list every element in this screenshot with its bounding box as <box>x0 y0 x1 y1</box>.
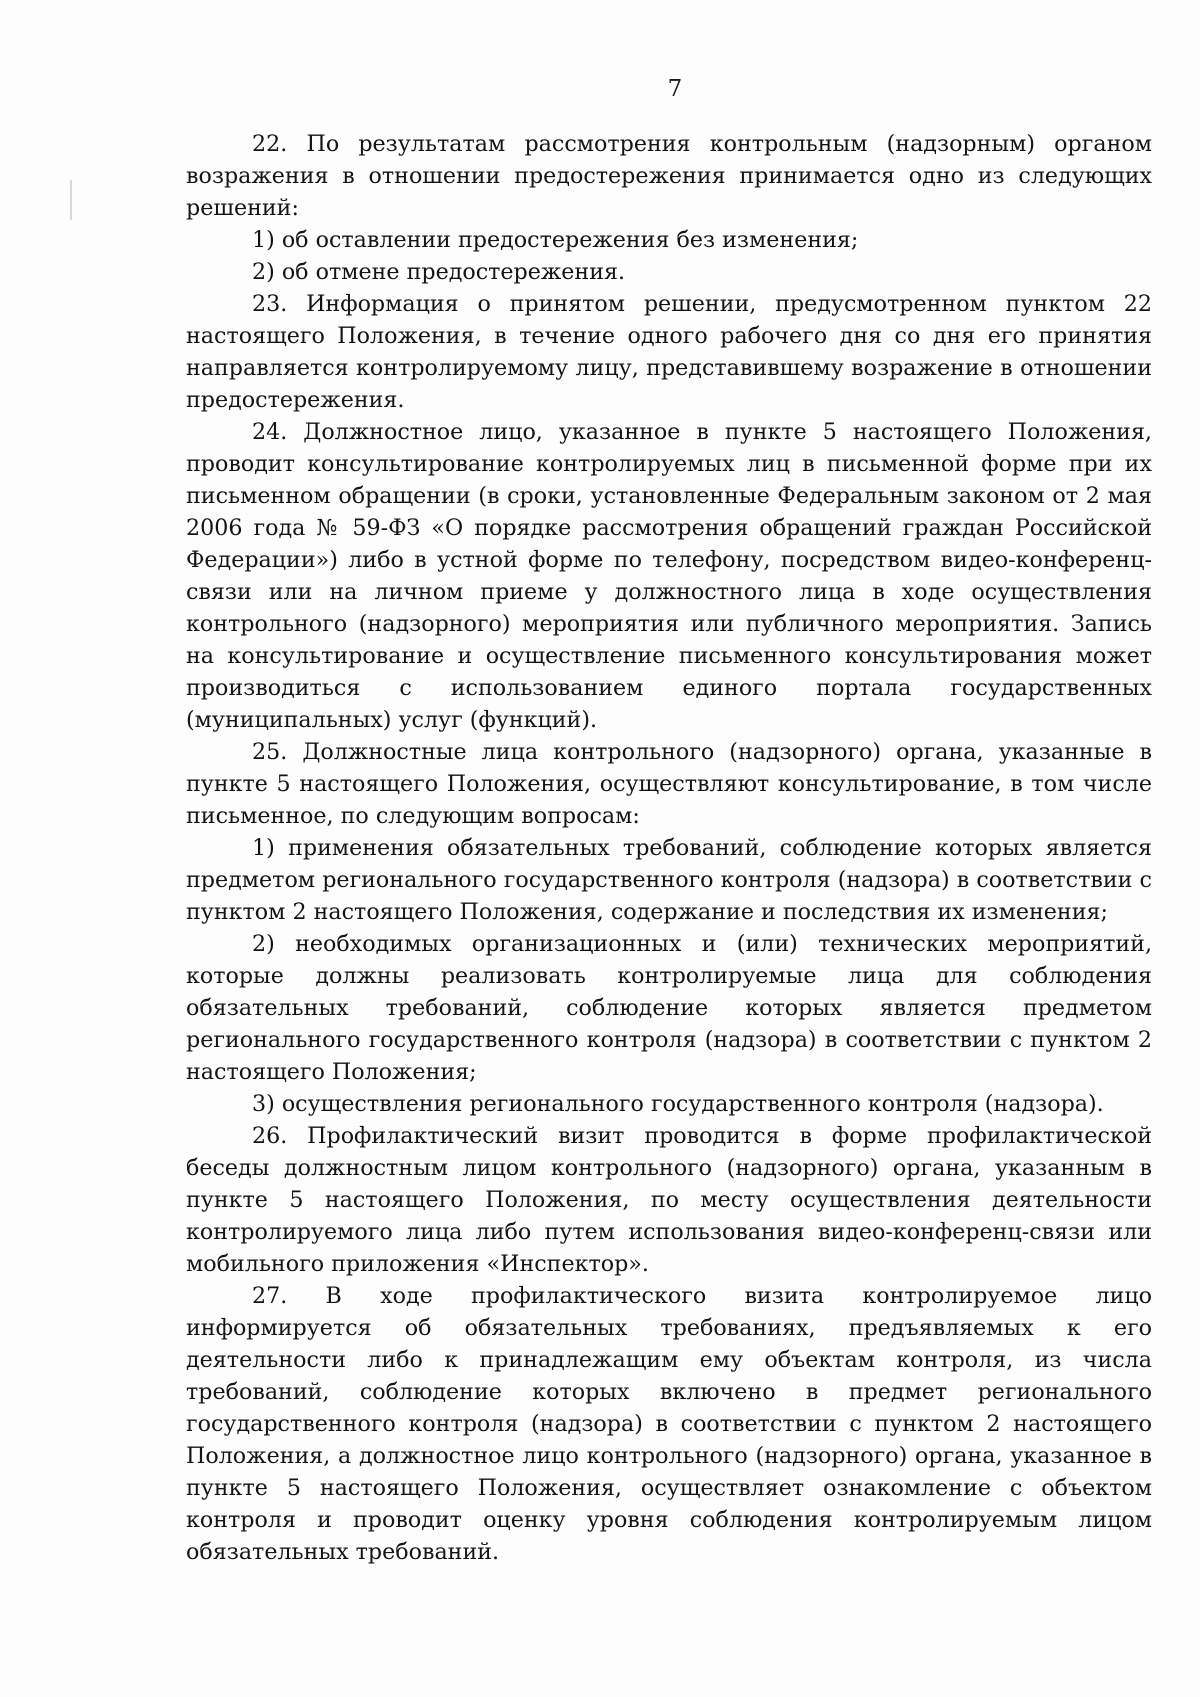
paragraph-26: 26. Профилактический визит проводится в форме профилактической беседы должностным лицом контрольного (надзорного) органа, указанным в пункте 5 настоящего Положения, по месту осуществления деятельности контролируемого лица либо путем использования видео-конференц-связи или мобильного приложения «Инспектор». <box>186 1123 1152 1277</box>
paragraph-25-item-3: 3) осуществления регионального государственного контроля (надзора). <box>252 1091 1104 1117</box>
paragraph-25-item-1: 1) применения обязательных требований, соблюдение которых является предметом регионального государственного контроля (надзора) в соответствии с пунктом 2 настоящего Положения, содержание и последствия их изменения; <box>186 835 1152 925</box>
paragraph-22-option-1: 1) об оставлении предостережения без изменения; <box>252 227 859 253</box>
paragraph-23: 23. Информация о принятом решении, предусмотренном пунктом 22 настоящего Положения, в течение одного рабочего дня со дня его принятия направляется контролируемому лицу, представившему возражение в отношении предостережения. <box>186 291 1152 413</box>
paragraph-22-option-2: 2) об отмене предостережения. <box>252 259 626 285</box>
page-number: 7 <box>667 76 683 102</box>
paragraph-27: 27. В ходе профилактического визита контролируемое лицо информируется об обязательных требованиях, предъявляемых к его деятельности либо к принадлежащим ему объектам контроля, из числа требований, соблюдение которых включено в предмет регионального государственного контроля (надзора) в соответствии с пунктом 2 настоящего Положения, а должностное лицо контрольного (надзорного) органа, указанное в пункте 5 настоящего Положения, осуществляет ознакомление с объектом контроля и проводит оценку уровня соблюдения контролируемым лицом обязательных требований. <box>186 1283 1152 1565</box>
scan-edge-mark <box>70 180 72 220</box>
document-body <box>186 128 1152 1568</box>
paragraph-25-item-2: 2) необходимых организационных и (или) технических мероприятий, которые должны реализовать контролируемые лица для соблюдения обязательных требований, соблюдение которых является предметом регионального государственного контроля (надзора) в соответствии с пунктом 2 настоящего Положения; <box>186 931 1152 1085</box>
paragraph-22: 22. По результатам рассмотрения контрольным (надзорным) органом возражения в отношении предостережения принимается одно из следующих решений: <box>186 131 1152 221</box>
paragraph-25: 25. Должностные лица контрольного (надзорного) органа, указанные в пункте 5 настоящего Положения, осуществляют консультирование, в том числе письменное, по следующим вопросам: <box>186 739 1152 829</box>
paragraph-24: 24. Должностное лицо, указанное в пункте 5 настоящего Положения, проводит консультирование контролируемых лиц в письменной форме при их письменном обращении (в сроки, установленные Федеральным законом от 2 мая 2006 года № 59-ФЗ «О порядке рассмотрения обращений граждан Российской Федерации») либо в устной форме по телефону, посредством видео-конференц-связи или на личном приеме у должностного лица в ходе осуществления контрольного (надзорного) мероприятия или публичного мероприятия. Запись на консультирование и осуществление письменного консультирования может производиться с использованием единого портала государственных (муниципальных) услуг (функций). <box>186 419 1152 733</box>
